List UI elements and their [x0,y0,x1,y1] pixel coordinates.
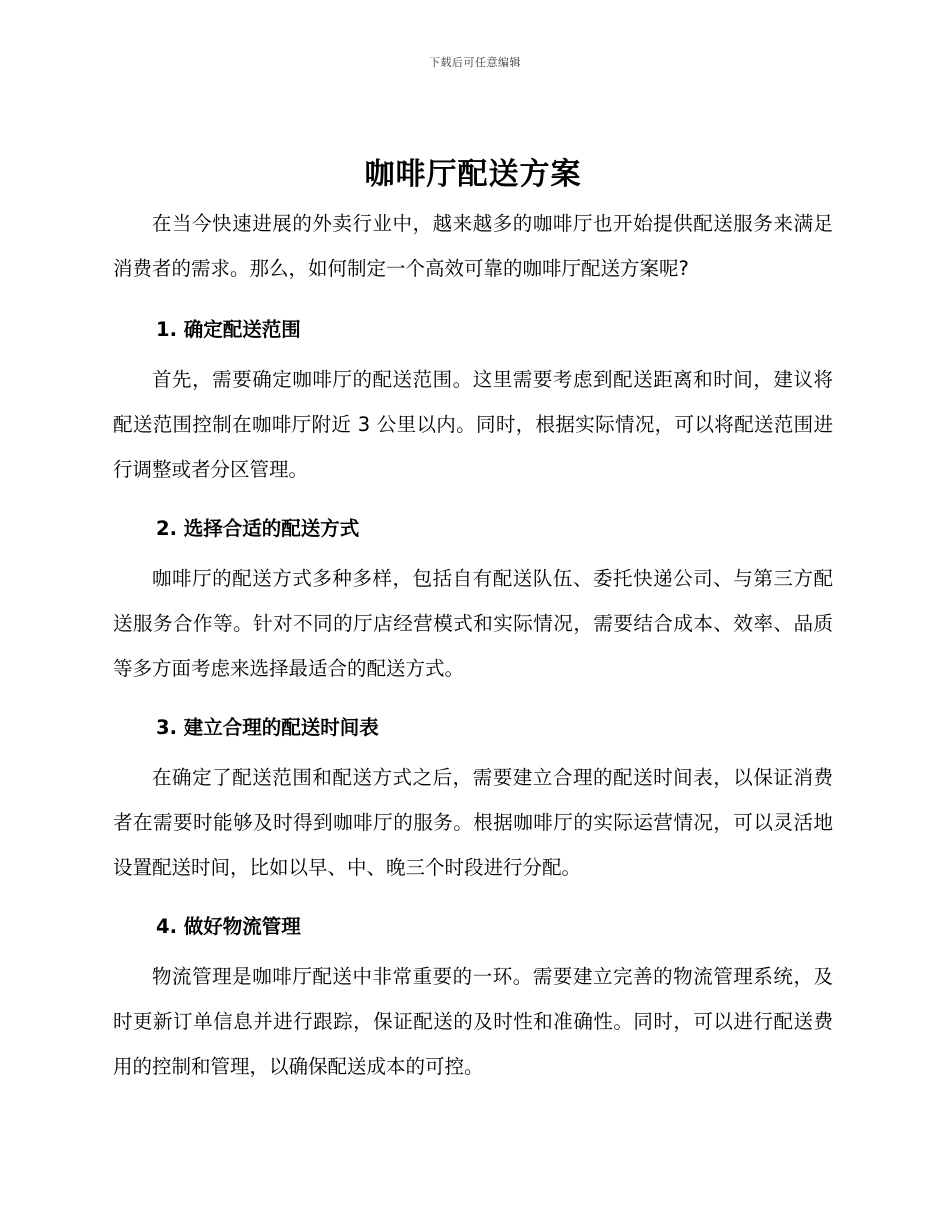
section-heading: 3. 建立合理的配送时间表 [156,716,379,739]
document-title: 咖啡厅配送方案 [364,157,582,192]
page-header-note: 下载后可任意编辑 [429,56,521,69]
section-delivery-range [113,299,833,492]
section-heading: 4. 做好物流管理 [156,915,301,938]
section-heading: 2. 选择合适的配送方式 [156,517,360,540]
section-paragraph: 咖啡厅的配送方式多种多样，包括自有配送队伍、委托快递公司、与第三方配送服务合作等。针对不同的厅店经营模式和实际情况，需要结合成本、效率、品质等多方面考虑来选择最适合的配送方式。 [113,567,833,680]
section-paragraph: 首先，需要确定咖啡厅的配送范围。这里需要考虑到配送距离和时间，建议将配送范围控制在咖啡厅附近 3 公里以内。同时，根据实际情况，可以将配送范围进行调整或者分区管理。 [113,368,833,481]
section-logistics-management [113,896,833,1089]
document-body [113,152,833,1089]
section-paragraph: 物流管理是咖啡厅配送中非常重要的一环。需要建立完善的物流管理系统，及时更新订单信息并进行跟踪，保证配送的及时性和准确性。同时，可以进行配送费用的控制和管理，以确保配送成本的可控。 [113,965,833,1078]
section-delivery-method [113,498,833,691]
section-paragraph: 在确定了配送范围和配送方式之后，需要建立合理的配送时间表，以保证消费者在需要时能够及时得到咖啡厅的服务。根据咖啡厅的实际运营情况，可以灵活地设置配送时间，比如以早、中、晚三个时段进行分配。 [113,766,833,879]
intro-paragraph: 在当今快速进展的外卖行业中，越来越多的咖啡厅也开始提供配送服务来满足消费者的需求。那么，如何制定一个高效可靠的咖啡厅配送方案呢? [113,212,833,280]
section-delivery-schedule [113,697,833,890]
section-heading: 1. 确定配送范围 [156,318,301,341]
